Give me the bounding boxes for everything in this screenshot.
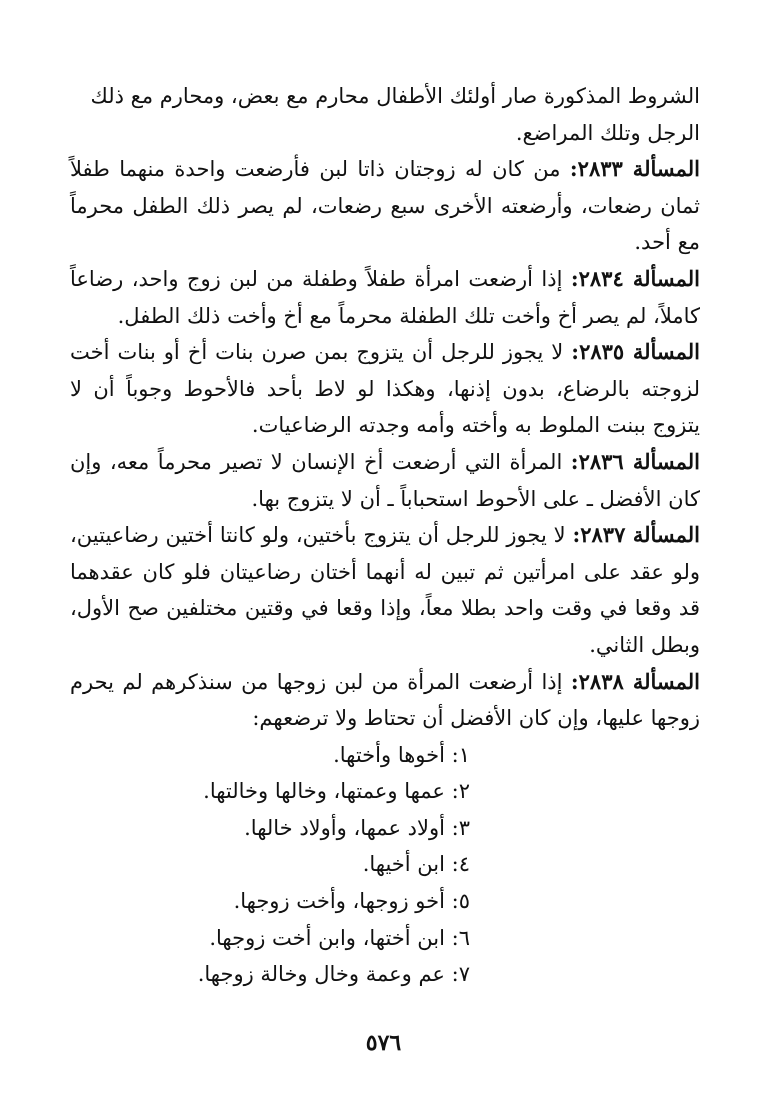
- relatives-list: [70, 737, 700, 993]
- issue-label: المسألة ٢٨٣٤:: [570, 265, 700, 291]
- issue-2836: [70, 444, 700, 517]
- intro-paragraph: الشروط المذكورة صار أولئك الأطفال محارم مع بعض، ومحارم مع ذلك الرجل وتلك المراضع.: [90, 84, 700, 145]
- page-body: [70, 78, 700, 993]
- issue-2838: [70, 664, 700, 737]
- list-item: ٧: عم وعمة وخال وخالة زوجها.: [197, 962, 470, 987]
- issue-text: إذا أرضعت امرأة طفلاً وطفلة من لبن زوج واحد، رضاعاً كاملاً، لم يصر أخ وأخت تلك الطفلة محرماً مع أخ وأخت ذلك الطفل.: [70, 266, 700, 328]
- issue-text: من كان له زوجتان ذاتا لبن فأرضعت واحدة منهما طفلاً ثمان رضعات، وأرضعته الأخرى سبع رضعات، لم يصر ذلك الطفل محرماً مع أحد.: [70, 157, 700, 255]
- issue-2833: [70, 151, 700, 261]
- issue-label: المسألة ٢٨٣٣:: [569, 156, 700, 182]
- issue-2834: [70, 261, 700, 334]
- list-item: ٤: ابن أخيها.: [362, 852, 470, 877]
- issue-label: المسألة ٢٨٣٧:: [572, 522, 700, 548]
- issue-text: لا يجوز للرجل أن يتزوج بأختين، ولو كانتا أختين رضاعيتين، ولو عقد على امرأتين ثم تبين له أنهما أختان رضاعيتان فلو كان عقدهما قد وقعا في وقت واحد بطلا معاً، وإذا وقعا في وقتين مختلفين صح الأول، وبطل الثاني.: [70, 523, 700, 657]
- list-item: ١: أخوها وأختها.: [333, 742, 470, 767]
- list-item: ٦: ابن أختها، وابن أخت زوجها.: [209, 925, 470, 950]
- issue-text: لا يجوز للرجل أن يتزوج بمن صرن بنات أخ أو بنات أخت لزوجته بالرضاع، بدون إذنها، وهكذا لو لاط بأحد فالأحوط وجوباً أن لا يتزوج ببنت الملوط به وأخته وأمه وجدته الرضاعيات.: [70, 340, 700, 438]
- list-item: ٥: أخو زوجها، وأخت زوجها.: [233, 889, 470, 914]
- issue-text: إذا أرضعت المرأة من لبن زوجها من سنذكرهم لم يحرم زوجها عليها، وإن كان الأفضل أن تحتاط ولا ترضعهم:: [70, 669, 700, 731]
- issue-2835: [70, 334, 700, 444]
- list-item: ٢: عمها وعمتها، وخالها وخالتها.: [203, 779, 470, 804]
- issue-text: المرأة التي أرضعت أخ الإنسان لا تصير محرماً معه، وإن كان الأفضل ـ على الأحوط استحباباً ـ أن لا يتزوج بها.: [70, 449, 700, 511]
- page-number: ٥٧٦: [365, 1030, 402, 1056]
- issue-label: المسألة ٢٨٣٦:: [570, 448, 700, 474]
- issue-2837: [70, 517, 700, 663]
- list-item: ٣: أولاد عمها، وأولاد خالها.: [244, 815, 470, 840]
- issue-label: المسألة ٢٨٣٨:: [570, 668, 700, 694]
- issue-label: المسألة ٢٨٣٥:: [571, 339, 700, 365]
